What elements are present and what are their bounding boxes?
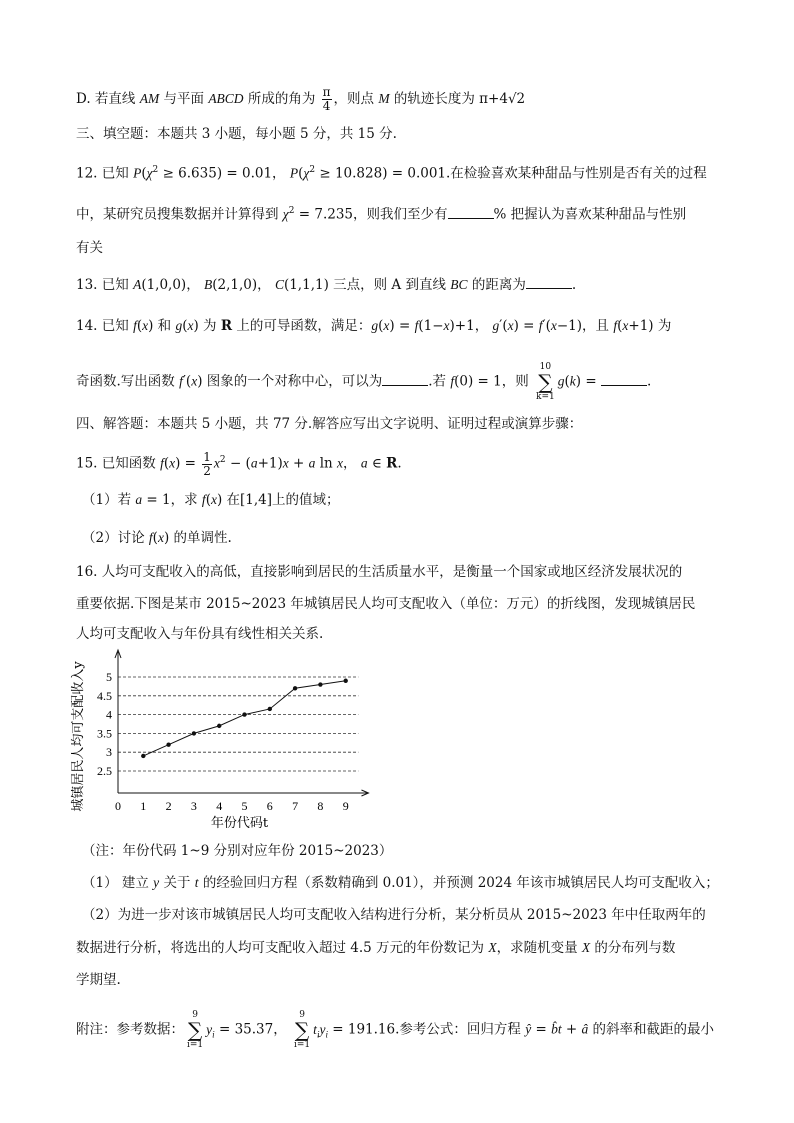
question-16-part2-line1: （2）为进一步对该市城镇居民人均可支配收入结构进行分析，某分析员从 2015~2023 年中任取两年的: [82, 907, 706, 923]
x-tick-label: 3: [190, 799, 197, 813]
question-16-line1: 16. 人均可支配收入的高低，直接影响到居民的生活质量水平，是衡量一个国家或地区经济发展状况的: [76, 564, 683, 580]
y-tick-label: 4.5: [97, 688, 112, 703]
x-tick-label: 9: [342, 799, 349, 813]
data-point: [217, 724, 221, 728]
reference-note: 附注：参考数据： 9 ∑ i=1 $y_i = 35.37$， 9 ∑ i=1 $t_iy_i = 191.16$.参考公式：回归方程 ŷ = b̂t + â 的斜率和截距的最小: [76, 1010, 715, 1050]
x-tick-label: 8: [317, 799, 324, 813]
data-point: [166, 742, 170, 746]
question-16-line3: 人均可支配收入与年份具有线性相关关系.: [76, 626, 324, 642]
x-tick-label: 1: [140, 799, 147, 813]
x-tick-label: 6: [266, 799, 273, 813]
sigma-symbol: 9 ∑ i=1: [187, 1010, 204, 1050]
data-point: [242, 712, 246, 716]
chart-svg: [70, 648, 390, 834]
question-16-line2: 重要依据.下图是某市 2015~2023 年城镇居民人均可支配收入（单位：万元）的折线图，发现城镇居民: [76, 596, 696, 612]
section-4-heading: 四、解答题：本题共 5 小题，共 77 分.解答应写出文字说明、证明过程或演算步骤：: [76, 416, 583, 432]
x-tick-label: 4: [216, 799, 223, 813]
sigma-symbol: 9 ∑ i=1: [294, 1010, 311, 1050]
question-12-line3: 有关: [76, 240, 103, 256]
answer-blank[interactable]: [382, 371, 428, 386]
chart-note: （注：年份代码 1~9 分别对应年份 2015~2023）: [82, 843, 393, 859]
data-point: [344, 679, 348, 683]
income-line-chart: [70, 648, 390, 834]
x-tick-label: 2: [165, 799, 172, 813]
x-tick-label: 5: [241, 799, 248, 813]
answer-blank[interactable]: [601, 371, 647, 386]
fraction-pi-4: $\frac{\pi}{4}$: [322, 85, 331, 113]
y-tick-label: 2.5: [97, 764, 112, 778]
question-15-part1: （1）若 a = 1，求 f(x) 在[1,4]上的值域；: [82, 492, 340, 508]
question-15-part2: （2）讨论 f(x) 的单调性.: [82, 530, 232, 546]
data-point: [268, 707, 272, 711]
data-point: [318, 682, 322, 686]
question-16-part2-line3: 学期望.: [76, 972, 121, 988]
data-point: [141, 754, 145, 758]
question-16-part2-line2: 数据进行分析，将选出的人均可支配收入超过 4.5 万元的年份数记为 X，求随机变量 X 的分布列与数: [76, 940, 676, 956]
x-tick-label: 0: [115, 799, 121, 813]
answer-blank[interactable]: [526, 274, 572, 289]
series-line: [143, 681, 345, 756]
y-axis-label: 城镇居民人均可支配收入y: [71, 661, 86, 812]
data-point: [293, 686, 297, 690]
y-tick-label: 4: [106, 707, 112, 722]
section-3-heading: 三、填空题：本题共 3 小题，每小题 5 分，共 15 分.: [76, 126, 397, 142]
fraction-half: $\frac{1}{2}$: [203, 449, 211, 478]
question-13: 13. 已知 A(1,0,0)， B(2,1,0)， C(1,1,1) 三点，则 A 到直线 BC 的距离为 .: [76, 274, 576, 295]
question-14-line2: 奇函数.写出函数 f′(x) 图象的一个对称中心，可以为 .若 f(0) = 1，则 10 ∑ k=1 g(k) = .: [76, 362, 652, 402]
question-12-line1: 12. 已知 $P(\chi^2 \ge 6.635) = 0.01$， $P(\chi^2 \ge 10.828) = 0.001$.在检验喜欢某种甜品与性别是否有关的过程: [76, 165, 707, 182]
question-12-line2: 中，某研究员搜集数据并计算得到 $\chi^2 = 7.235$，则我们至少有 % 把握认为喜欢某种甜品与性别: [76, 201, 686, 225]
answer-blank[interactable]: [448, 204, 494, 219]
question-15: 15. 已知函数 f(x) = $\frac{1}{2}$ $x^2 - (a+1)x + a$ ln x， a ∈ R.: [76, 449, 402, 478]
y-tick-label: 3: [106, 745, 112, 760]
option-d: D. 若直线 AM 与平面 ABCD 所成的角为 $\frac{\pi}{4}$ ，则点 M 的轨迹长度为 π+4√2: [76, 85, 526, 113]
x-tick-label: 7: [292, 799, 299, 813]
question-14-line1: 14. 已知 f(x) 和 g(x) 为 R 上的可导函数，满足：g(x) = f(1−x)+1， g′(x) = f′(x−1)，且 f(x+1) 为: [76, 318, 672, 334]
sigma-symbol: 10 ∑ k=1: [536, 362, 555, 402]
question-16-part1: （1） 建立 y 关于 t 的经验回归方程（系数精确到 0.01），并预测 2024 年该市城镇居民人均可支配收入；: [82, 875, 719, 891]
x-axis-label: 年份代码t: [210, 816, 269, 831]
data-point: [192, 731, 196, 735]
y-tick-label: 5: [106, 670, 112, 684]
y-tick-label: 3.5: [97, 726, 112, 741]
